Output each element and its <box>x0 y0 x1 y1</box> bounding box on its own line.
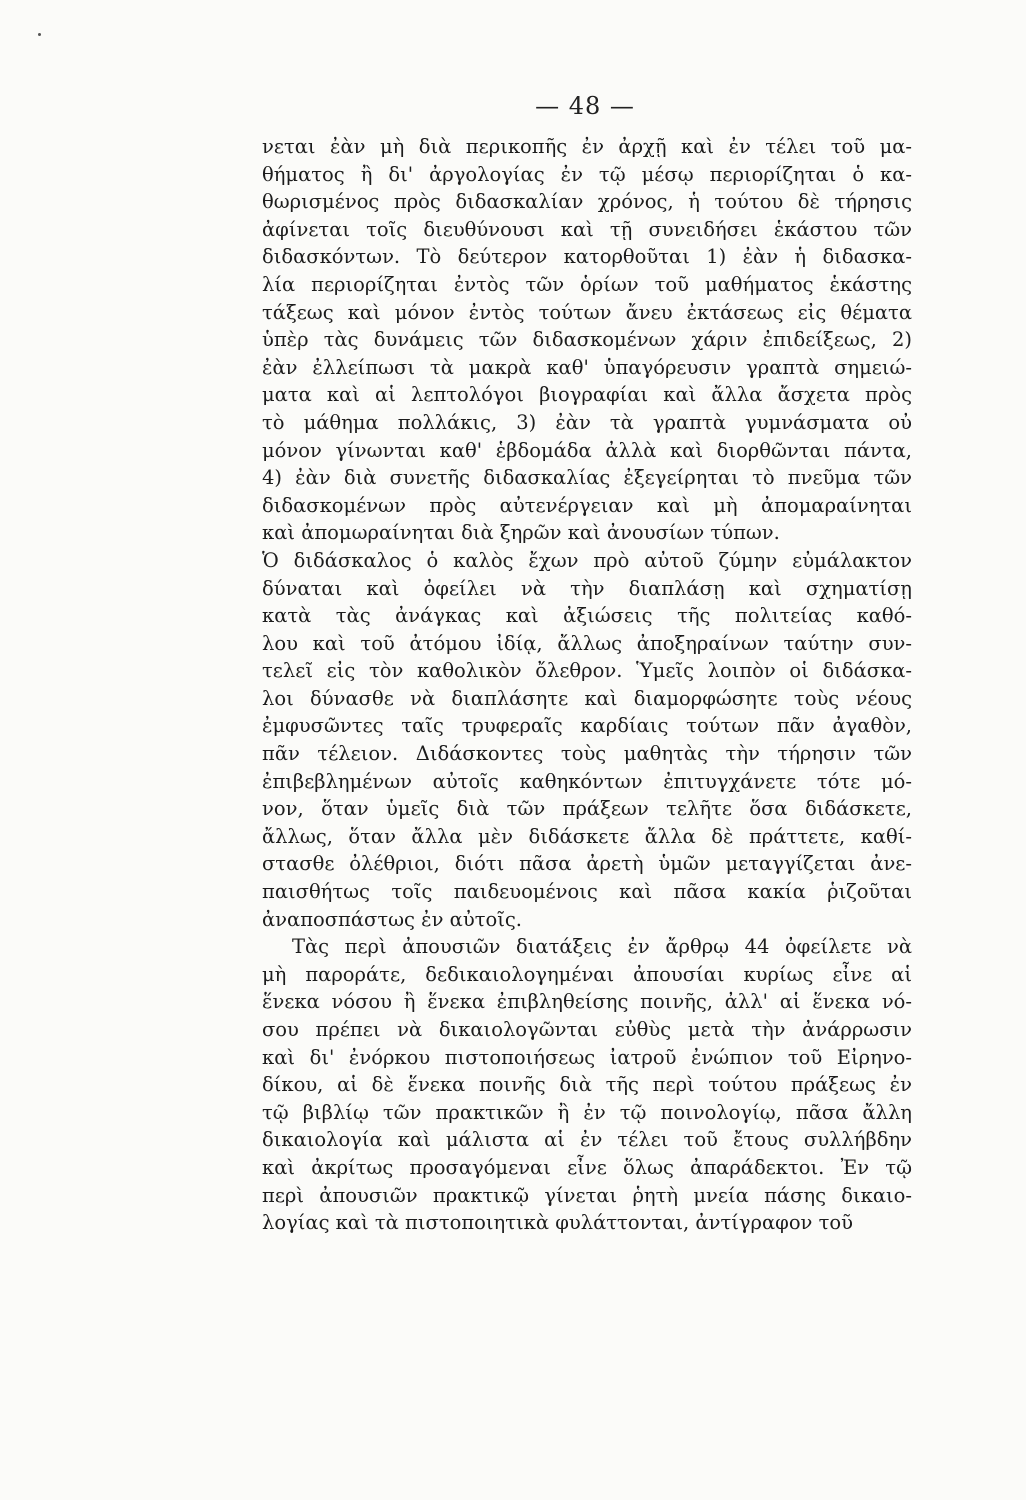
text-line: ἄλλως, ὅταν ἄλλα μὲν διδάσκετε ἄλλα δὲ πράττετε, καθί- <box>262 824 912 848</box>
text-line: δίκου, αἱ δὲ ἕνεκα ποινῆς διὰ τῆς περὶ τούτου πράξεως ἐν <box>262 1073 912 1097</box>
text-line: λοι δύνασθε νὰ διαπλάσητε καὶ διαμορφώσητε τοὺς νέους <box>262 686 912 710</box>
text-line: τὸ μάθημα πολλάκις, 3) ἐὰν τὰ γραπτὰ γυμνάσματα οὐ <box>262 410 912 434</box>
text-line: σου πρέπει νὰ δικαιολογῶνται εὐθὺς μετὰ τὴν ἀνάρρωσιν <box>262 1018 912 1041</box>
text-line: ἐμφυσῶντες ταῖς τρυφεραῖς καρδίαις τούτων πᾶν ἀγαθὸν, <box>262 714 912 738</box>
text-line: ἐὰν ἐλλείπωσι τὰ μακρὰ καθ' ὑπαγόρευσιν γραπτὰ σημειώ- <box>262 355 912 379</box>
text-line: μόνον γίνωνται καθ' ἑβδομάδα ἀλλὰ καὶ διορθῶνται πάντα, <box>262 438 912 462</box>
text-line: παισθήτως τοῖς παιδευομένοις καὶ πᾶσα κακία ῥιζοῦται <box>262 880 912 904</box>
text-line: μὴ παροράτε, δεδικαιολογημέναι ἀπουσίαι κυρίως εἶνε αἱ <box>262 962 912 986</box>
text-line: τελεῖ εἰς τὸν καθολικὸν ὄλεθρον. Ὑμεῖς λοιπὸν οἱ διδάσκα- <box>262 659 912 683</box>
text-line: δικαιολογία καὶ μάλιστα αἱ ἐν τέλει τοῦ ἔτους συλλήβδην <box>262 1128 912 1152</box>
text-line: ἀναποσπάστως ἐν αὐτοῖς. <box>262 907 522 931</box>
text-line: ἀφίνεται τοῖς διευθύνουσι καὶ τῇ συνειδήσει ἑκάστου τῶν <box>262 217 912 241</box>
text-line: κατὰ τὰς ἀνάγκας καὶ ἀξιώσεις τῆς πολιτείας καθό- <box>262 604 912 628</box>
page-number: — 48 — <box>535 92 635 120</box>
text-line: λου καὶ τοῦ ἀτόμου ἰδίᾳ, ἄλλως ἀποξηραίνων ταύτην συν- <box>262 631 912 655</box>
text-line: ἐπιβεβλημένων αὐτοῖς καθηκόντων ἐπιτυγχάνετε τότε μό- <box>262 769 912 793</box>
text-line: στασθε ὀλέθριοι, διότι πᾶσα ἀρετὴ ὑμῶν μεταγγίζεται ἀνε- <box>262 852 912 876</box>
text-line: νεται ἐὰν μὴ διὰ περικοπῆς ἐν ἀρχῇ καὶ ἐν τέλει τοῦ μα- <box>262 135 912 158</box>
text-line: πᾶν τέλειον. Διδάσκοντες τοὺς μαθητὰς τὴν τήρησιν τῶν <box>262 742 912 766</box>
body-text <box>262 133 912 1237</box>
text-line: λία περιορίζηται ἐντὸς τῶν ὁρίων τοῦ μαθήματος ἑκάστης <box>262 272 912 296</box>
paper-speck <box>38 33 41 36</box>
text-line: θήματος ἢ δι' ἀργολογίας ἐν τῷ μέσῳ περιορίζηται ὁ κα- <box>262 162 912 186</box>
text-line: Ὁ διδάσκαλος ὁ καλὸς ἔχων πρὸ αὐτοῦ ζύμην εὐμάλακτον <box>262 548 912 572</box>
text-line: διδασκομένων πρὸς αὐτενέργειαν καὶ μὴ ἀπομαραίνηται <box>262 493 912 517</box>
text-line: καὶ ἀπομωραίνηται διὰ ξηρῶν καὶ ἀνουσίων τύπων. <box>262 521 780 545</box>
text-line: νον, ὅταν ὑμεῖς διὰ τῶν πράξεων τελῆτε ὅσα διδάσκετε, <box>262 797 912 821</box>
text-line: δύναται καὶ ὀφείλει νὰ τὴν διαπλάσῃ καὶ σχηματίσῃ <box>262 576 912 600</box>
text-line: ἕνεκα νόσου ἢ ἕνεκα ἐπιβληθείσης ποινῆς, ἀλλ' αἱ ἕνεκα νό- <box>262 990 912 1014</box>
text-line: διδασκόντων. Τὸ δεύτερον κατορθοῦται 1) ἐὰν ἡ διδασκα- <box>262 245 912 269</box>
text-line: τάξεως καὶ μόνον ἐντὸς τούτων ἄνευ ἐκτάσεως εἰς θέματα <box>262 300 912 324</box>
text-line: καὶ δι' ἐνόρκου πιστοποιήσεως ἰατροῦ ἐνώπιον τοῦ Εἰρηνο- <box>262 1045 912 1069</box>
text-line: 4) ἐὰν διὰ συνετῆς διδασκαλίας ἐξεγείρηται τὸ πνεῦμα τῶν <box>262 466 912 490</box>
text-line: τῷ βιβλίῳ τῶν πρακτικῶν ἢ ἐν τῷ ποινολογίῳ, πᾶσα ἄλλη <box>262 1100 912 1124</box>
text-line: περὶ ἀπουσιῶν πρακτικῷ γίνεται ῥητὴ μνεία πάσης δικαιο- <box>262 1183 912 1207</box>
text-line: ὑπὲρ τὰς δυνάμεις τῶν διδασκομένων χάριν ἐπιδείξεως, 2) <box>262 328 912 352</box>
text-line: θωρισμένος πρὸς διδασκαλίαν χρόνος, ἡ τούτου δὲ τήρησις <box>262 190 912 214</box>
text-line: ματα καὶ αἱ λεπτολόγοι βιογραφίαι καὶ ἄλλα ἄσχετα πρὸς <box>262 383 912 407</box>
text-line: λογίας καὶ τὰ πιστοποιητικὰ φυλάττονται, ἀντίγραφον τοῦ <box>262 1211 853 1235</box>
text-line: καὶ ἀκρίτως προσαγόμεναι εἶνε ὅλως ἀπαράδεκτοι. Ἐν τῷ <box>262 1155 912 1179</box>
text-line: Τὰς περὶ ἀπουσιῶν διατάξεις ἐν ἄρθρῳ 44 ὀφείλετε νὰ <box>292 935 912 959</box>
